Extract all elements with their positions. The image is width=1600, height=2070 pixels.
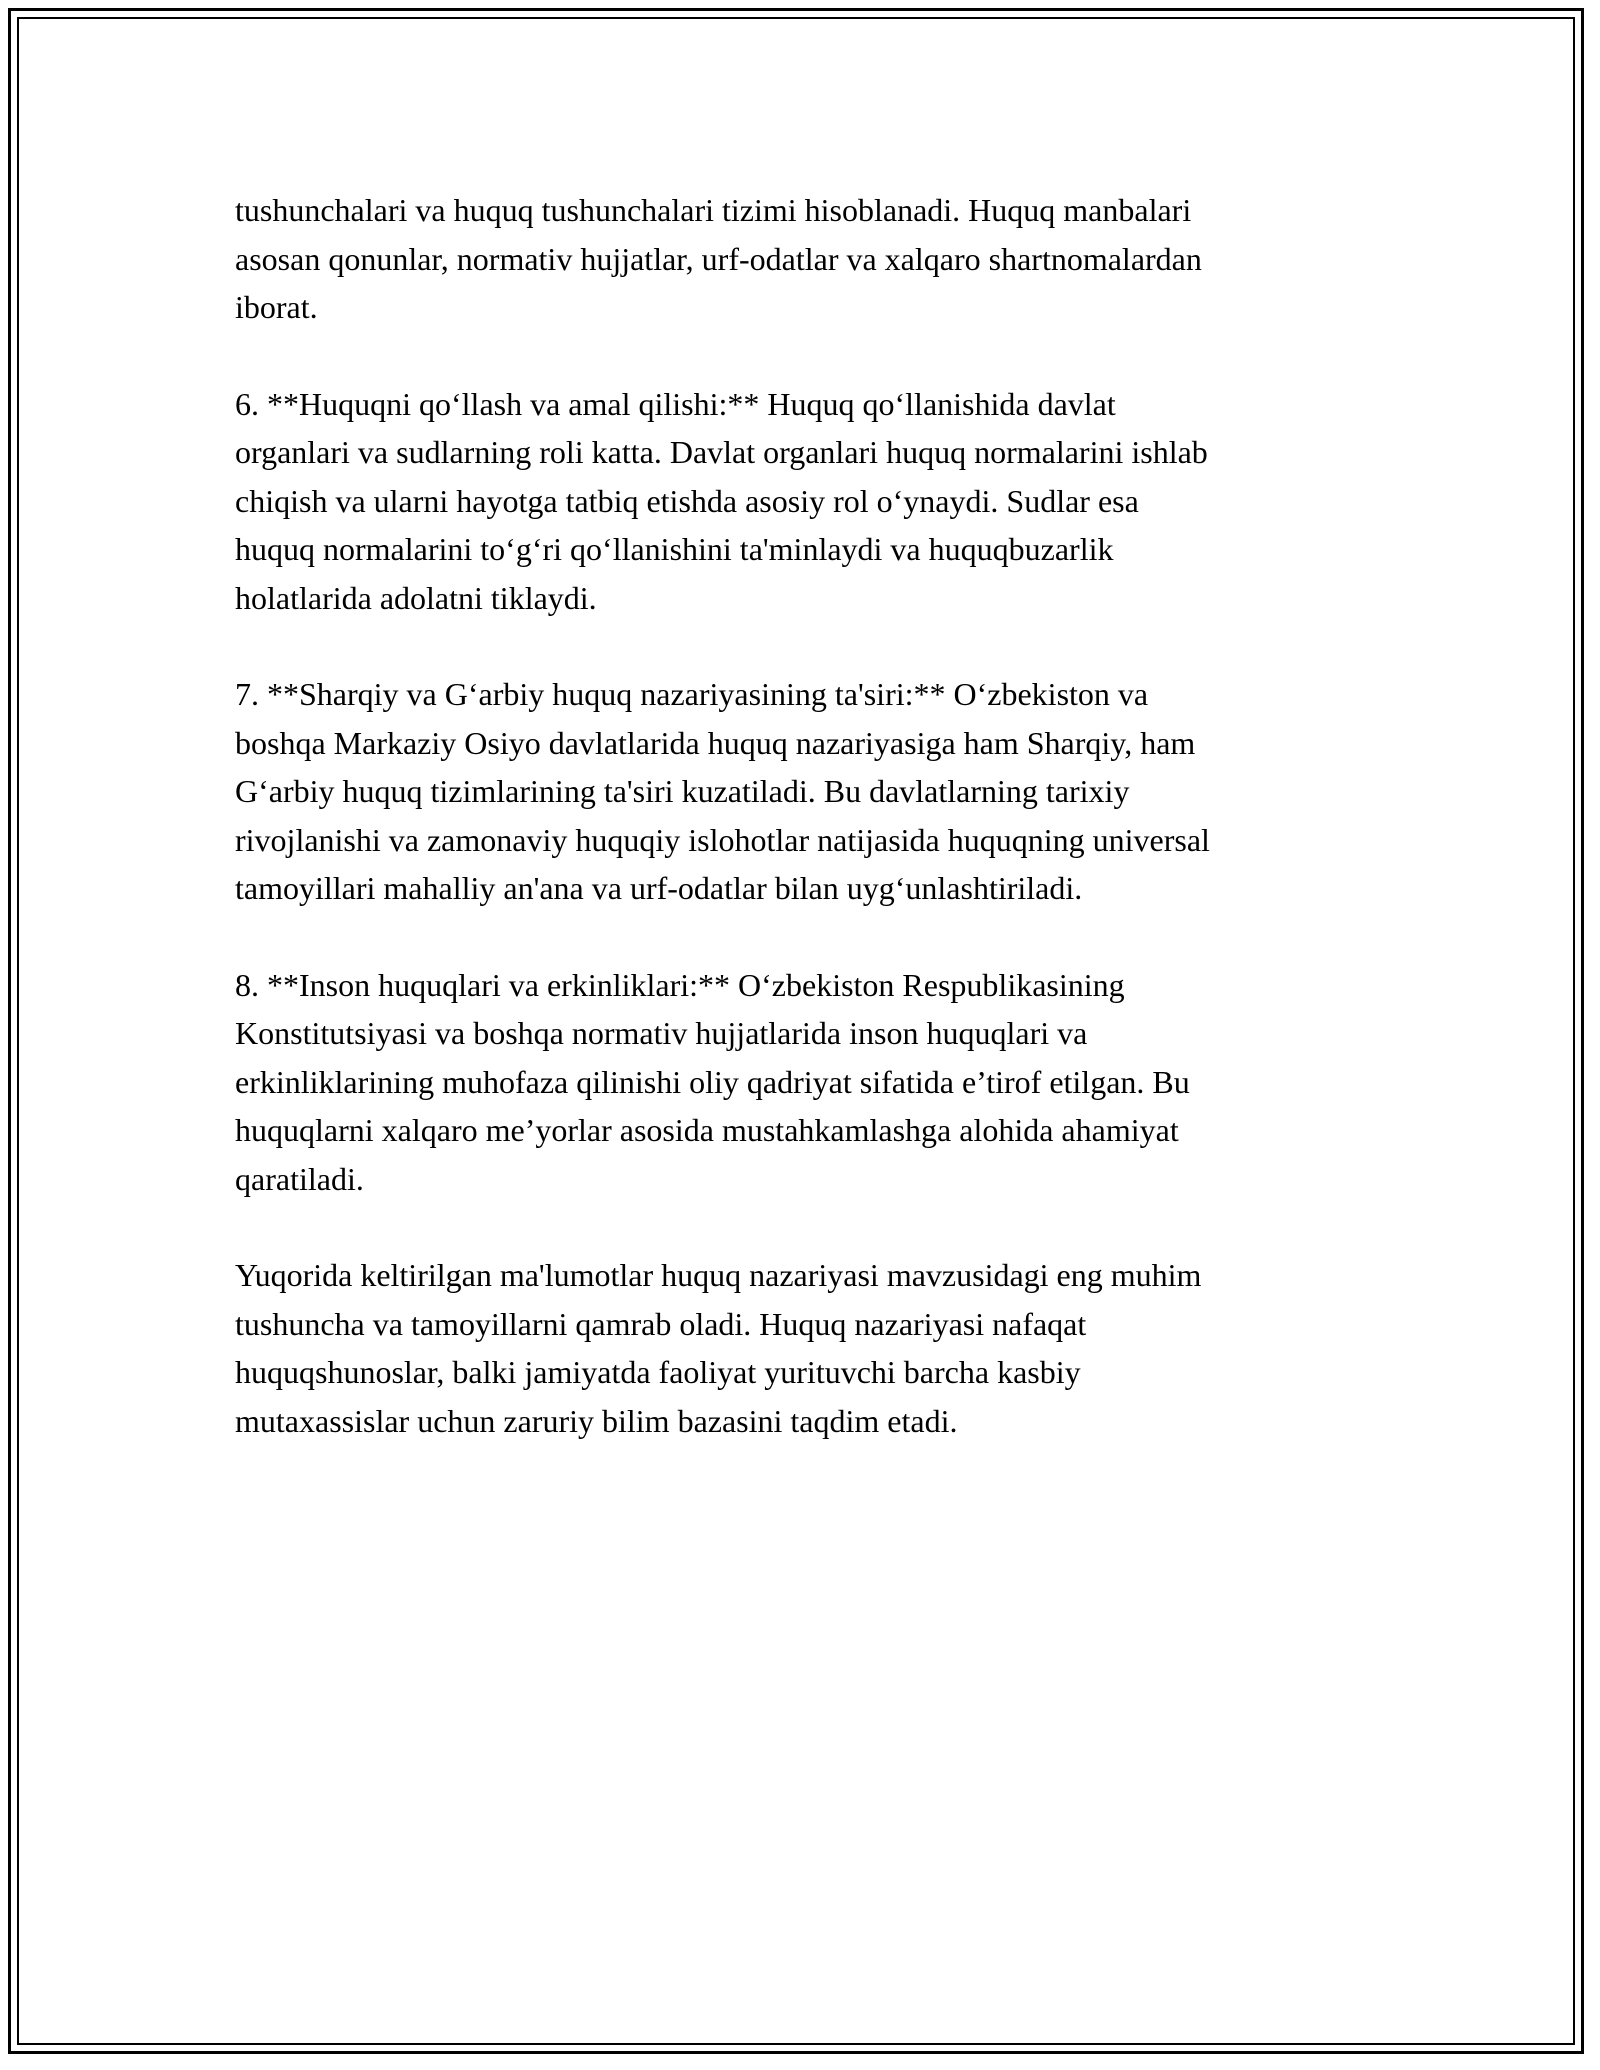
paragraph-application-of-law: 6. **Huquqni qoʻllash va amal qilishi:** Huquq qoʻllanishida davlat organlari va sudlarning roli katta. Davlat organlari huquq normalarini ishlab chiqish va ularni hayotga tatbiq etishda asosiy rol oʻynaydi. Sudlar esa huquq normalarini toʻgʻri qoʻllanishini ta'minlaydi va huquqbuzarlik holatlarida adolatni tiklaydi. — [235, 385, 1208, 616]
paragraph-sources-continuation: tushunchalari va huquq tushunchalari tizimi hisoblanadi. Huquq manbalari asosan qonunlar, normativ hujjatlar, urf-odatlar va xalqaro shartnomalardan iborat. — [235, 192, 1202, 325]
document-body — [235, 186, 1365, 1493]
paragraph-conclusion: Yuqorida keltirilgan ma'lumotlar huquq nazariyasi mavzusidagi eng muhim tushuncha va tamoyillarni qamrab oladi. Huquq nazariyasi nafaqat huquqshunoslar, balki jamiyatda faoliyat yurituvchi barcha kasbiy mutaxassislar uchun zaruriy bilim bazasini taqdim etadi. — [235, 1257, 1202, 1439]
paragraph-human-rights: 8. **Inson huquqlari va erkinliklari:** Oʻzbekiston Respublikasining Konstitutsiyasi va boshqa normativ hujjatlarida inson huquqlari va erkinliklarining muhofaza qilinishi oliy qadriyat sifatida e’tirof etilgan. Bu huquqlarni xalqaro me’yorlar asosida mustahkamlashga alohida ahamiyat qaratiladi. — [235, 966, 1190, 1197]
paragraph-eastern-western-influence: 7. **Sharqiy va Gʻarbiy huquq nazariyasining ta'siri:** Oʻzbekiston va boshqa Markaziy Osiyo davlatlarida huquq nazariyasiga ham Sharqiy, ham Gʻarbiy huquq tizimlarining ta'siri kuzatiladi. Bu davlatlarning tarixiy rivojlanishi va zamonaviy huquqiy islohotlar natijasida huquqning universal tamoyillari mahalliy an'ana va urf-odatlar bilan uygʻunlashtiriladi. — [235, 676, 1210, 906]
